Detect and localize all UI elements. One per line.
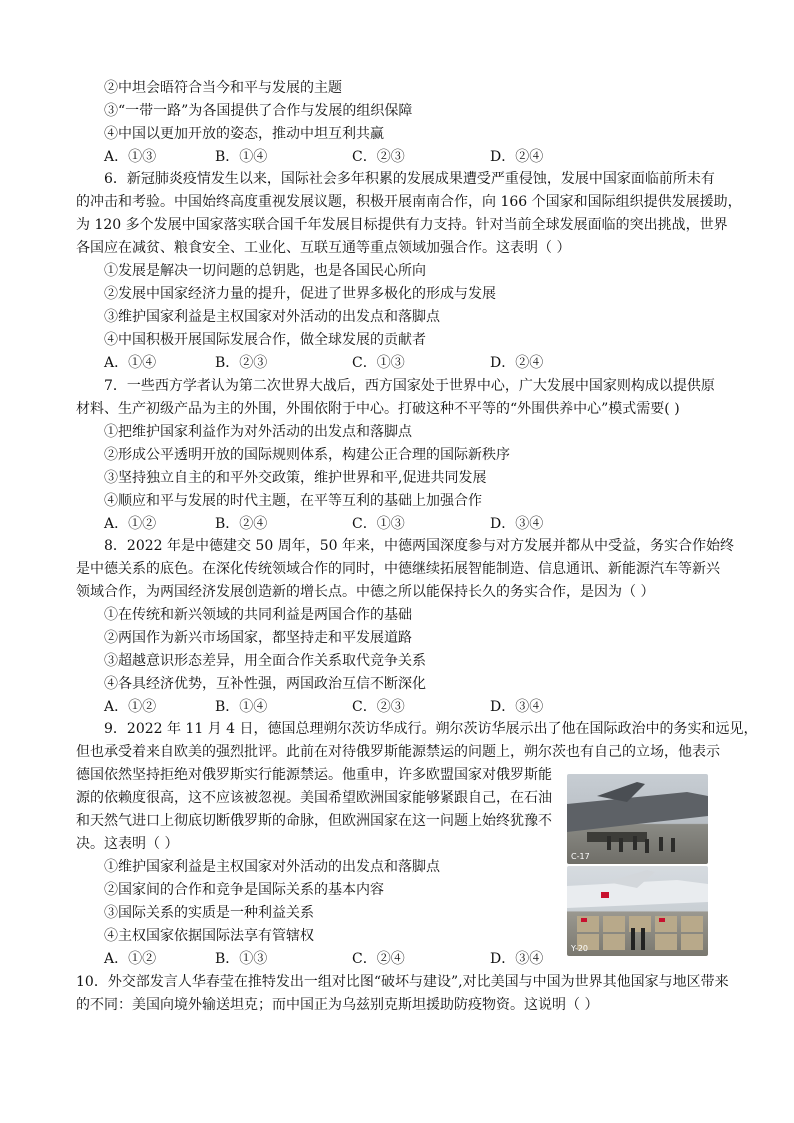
option-line: ①维护国家利益是主权国家对外活动的出发点和落脚点: [104, 859, 440, 875]
option-line: ②形成公平透明开放的国际规则体系，构建公正合理的国际新秩序: [104, 447, 510, 463]
question-text: 源的依赖度很高，这不应该被忽视。美国希望欧洲国家能够紧跟自己，在石油: [76, 790, 552, 806]
option-line: ②发展中国家经济力量的提升，促进了世界多极化的形成与发展: [104, 286, 496, 302]
answer-c: C．①③: [352, 516, 405, 532]
photo-caption: C-17: [571, 852, 590, 861]
answer-c: C．②④: [352, 951, 405, 967]
question-text: 和天然气进口上彻底切断俄罗斯的命脉，但欧洲国家在这一问题上始终犹豫不: [76, 813, 552, 829]
answer-d: D．②④: [490, 149, 544, 165]
option-line: ①发展是解决一切问题的总钥匙，也是各国民心所向: [104, 263, 426, 279]
question-text: 8．2022 年是中德建交 50 周年，50 年来，中德两国深度参与对方发展并都从中受益，务实合作始终: [104, 538, 734, 554]
question-text: 是中德关系的底色。在深化传统领域合作的同时，中德继续拓展智能制造、信息通讯、新能源汽车等新兴: [76, 561, 720, 577]
aircraft-illustration: [567, 774, 708, 864]
option-line: ②中坦会晤符合当今和平与发展的主题: [104, 80, 342, 96]
answer-d: D．②④: [490, 355, 544, 371]
aircraft-photo-y20: [567, 866, 708, 956]
answer-b: B．②④: [215, 516, 268, 532]
question-text: 领域合作，为两国经济发展创造新的增长点。中德之所以能保持长久的务实合作，是因为（ ）: [76, 584, 655, 600]
question-text: 10．外交部发言人华春莹在推特发出一组对比图“破坏与建设”,对比美国与中国为世界其他国家与地区带来: [76, 974, 729, 990]
answer-a: A．①③: [104, 149, 157, 165]
answer-a: A．①②: [104, 951, 157, 967]
question-text: 但也承受着来自欧美的强烈批评。此前在对待俄罗斯能源禁运的问题上，朔尔茨也有自己的立场，他表示: [76, 744, 720, 760]
question-text: 德国依然坚持拒绝对俄罗斯实行能源禁运。他重申，许多欧盟国家对俄罗斯能: [76, 767, 552, 783]
answer-c: C．②③: [352, 149, 405, 165]
answer-c: C．②③: [352, 699, 405, 715]
option-line: ①在传统和新兴领域的共同利益是两国合作的基础: [104, 607, 412, 623]
question-text: 的冲击和考验。中国始终高度重视发展议题，积极开展南南合作，向 166 个国家和国际组织提供发展援助，: [76, 194, 742, 210]
option-line: ④主权国家依据国际法享有管辖权: [104, 928, 314, 944]
answer-d: D．③④: [490, 951, 544, 967]
option-line: ④顺应和平与发展的时代主题，在平等互利的基础上加强合作: [104, 493, 482, 509]
question-text: 7．一些西方学者认为第二次世界大战后，西方国家处于世界中心，广大发展中国家则构成以提供原: [104, 378, 715, 394]
question-text: 材料、生产初级产品为主的外围，外围依附于中心。打破这种不平等的“外围供养中心”模式需要( ): [76, 401, 680, 417]
question-text: 决。这表明（ ）: [76, 836, 179, 852]
answer-d: D．③④: [490, 699, 544, 715]
question-text: 6．新冠肺炎疫情发生以来，国际社会多年积累的发展成果遭受严重侵蚀，发展中国家面临前所未有: [104, 171, 715, 187]
answer-b: B．①④: [215, 149, 268, 165]
question-text: 各国应在减贫、粮食安全、工业化、互联互通等重点领域加强合作。这表明（ ）: [76, 240, 571, 256]
option-line: ④各具经济优势，互补性强，两国政治互信不断深化: [104, 676, 426, 692]
option-line: ③“一带一路”为各国提供了合作与发展的组织保障: [104, 103, 413, 119]
answer-b: B．②③: [215, 355, 268, 371]
question-text: 9．2022 年 11 月 4 日，德国总理朔尔茨访华成行。朔尔茨访华展示出了他在国际政治中的务实和远见，: [104, 721, 758, 737]
option-line: ③维护国家利益是主权国家对外活动的出发点和落脚点: [104, 309, 440, 325]
answer-c: C．①③: [352, 355, 405, 371]
option-line: ③坚持独立自主的和平外交政策，维护世界和平,促进共同发展: [104, 470, 487, 486]
answer-d: D．③④: [490, 516, 544, 532]
answer-b: B．①④: [215, 699, 268, 715]
aircraft-illustration: [567, 866, 708, 956]
option-line: ④中国积极开展国际发展合作，做全球发展的贡献者: [104, 332, 426, 348]
option-line: ④中国以更加开放的姿态，推动中坦互利共赢: [104, 126, 384, 142]
aircraft-photo-c17: [567, 774, 708, 864]
option-line: ③超越意识形态差异，用全面合作关系取代竞争关系: [104, 653, 426, 669]
answer-b: B．①③: [215, 951, 268, 967]
option-line: ②两国作为新兴市场国家，都坚持走和平发展道路: [104, 630, 412, 646]
answer-a: A．①④: [104, 355, 157, 371]
option-line: ②国家间的合作和竞争是国际关系的基本内容: [104, 882, 384, 898]
answer-a: A．①②: [104, 699, 157, 715]
option-line: ③国际关系的实质是一种利益关系: [104, 905, 314, 921]
answer-a: A．①②: [104, 516, 157, 532]
photo-caption: Y-20: [571, 944, 589, 953]
question-text: 为 120 多个发展中国家落实联合国千年发展目标提供有力支持。针对当前全球发展面临的突出挑战，世界: [76, 217, 728, 233]
question-text: 的不同：美国向境外输送坦克；而中国正为乌兹别克斯坦援助防疫物资。这说明（ ）: [76, 997, 599, 1013]
option-line: ①把维护国家利益作为对外活动的出发点和落脚点: [104, 424, 412, 440]
